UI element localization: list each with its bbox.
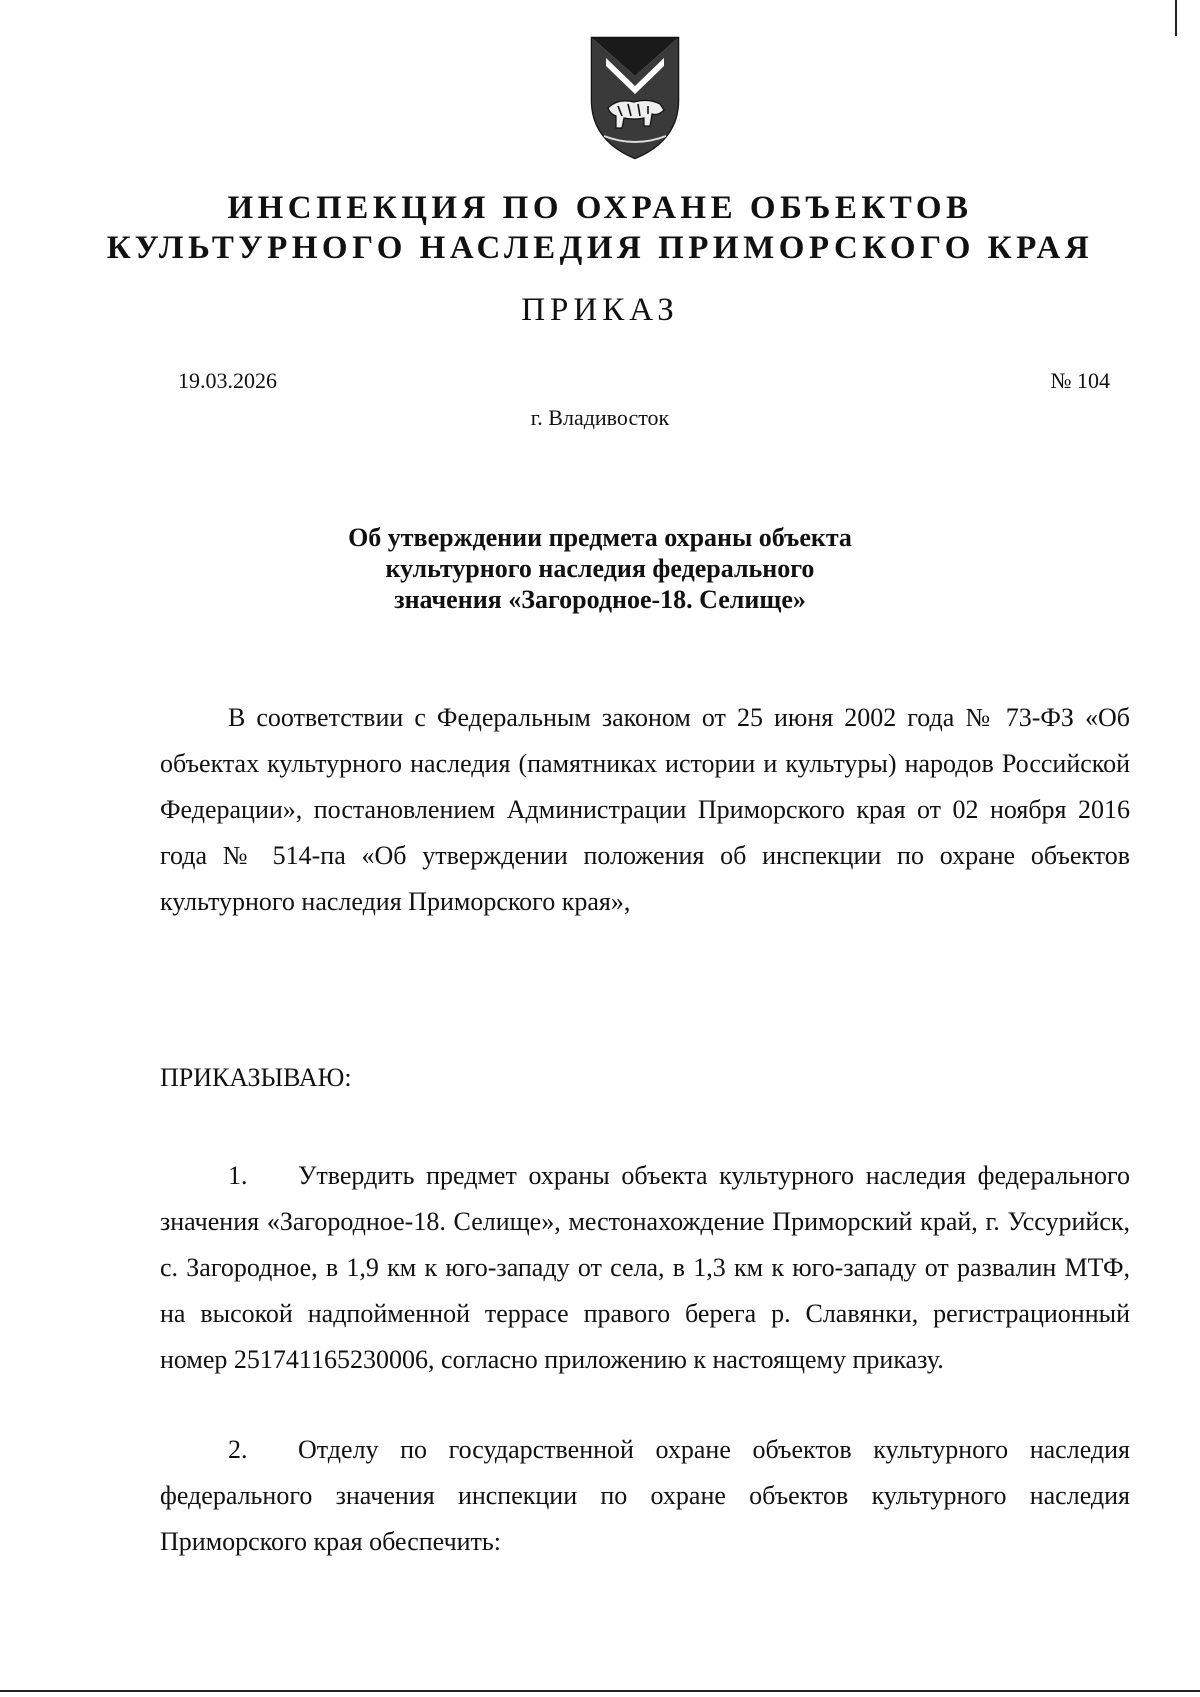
order-item xyxy=(160,1427,1130,1565)
order-number: № 104 xyxy=(1050,368,1110,393)
item-number: 1. xyxy=(228,1161,248,1190)
preamble-paragraph: В соответствии с Федеральным законом от 25 июня 2002 года № 73-ФЗ «Об объектах культурного наследия (памятниках истории и культуры) народов Российской Федерации», постановлением Администрации Приморского края от 02 ноября 2016 года № 514-па «Об утверждении положения об инспекции по охране объектов культурного наследия Приморского края», xyxy=(160,703,1130,916)
organization-name-line-2: КУЛЬТУРНОГО НАСЛЕДИЯ ПРИМОРСКОГО КРАЯ xyxy=(106,230,1094,266)
document-type-title: ПРИКАЗ xyxy=(521,292,679,328)
organization-name-line-1: ИНСПЕКЦИЯ ПО ОХРАНЕ ОБЪЕКТОВ xyxy=(227,190,973,226)
order-subject xyxy=(0,522,1200,615)
item-text: Утвердить предмет охраны объекта культурного наследия федерального значения «Загородное-18. Селище», местонахождение Приморский край, г. Уссурийск, с. Загородное, в 1,9 км к юго-западу от села, в 1,3 км к юго-западу от развалин МТФ, на высокой надпойменной террасе правого берега р. Славянки, регистрационный номер 251741165230006, согласно приложению к настоящему приказу. xyxy=(160,1161,1130,1374)
subject-line: Об утверждении предмета охраны объекта xyxy=(348,523,852,552)
primorsky-krai-coat-of-arms-icon xyxy=(588,36,682,160)
order-verb: ПРИКАЗЫВАЮ: xyxy=(160,1063,352,1092)
order-date: 19.03.2026 xyxy=(178,368,277,393)
item-text: Отделу по государственной охране объектов культурного наследия федерального значения инспекции по охране объектов культурного наследия Приморского края обеспечить: xyxy=(160,1435,1130,1556)
page-edge-line xyxy=(1175,0,1177,36)
subject-line: значения «Загородное-18. Селище» xyxy=(394,585,806,614)
issue-city: г. Владивосток xyxy=(530,405,670,430)
subject-line: культурного наследия федерального xyxy=(385,554,815,583)
item-number: 2. xyxy=(228,1435,248,1464)
page-bottom-line xyxy=(0,1690,1200,1692)
order-item xyxy=(160,1153,1130,1383)
